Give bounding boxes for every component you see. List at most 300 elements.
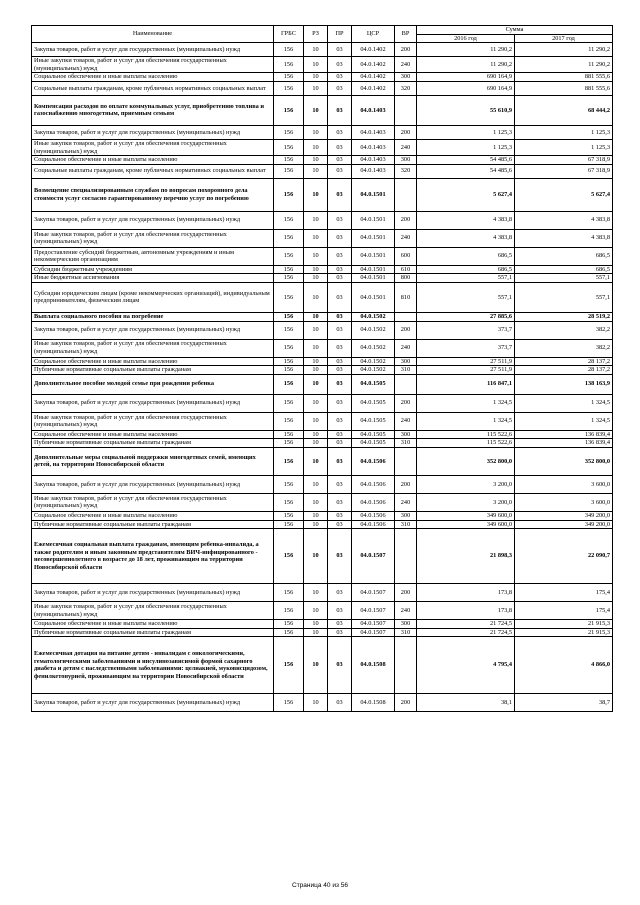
row-2016: 173,8 [417,584,515,602]
row-2016: 1 324,5 [417,412,515,430]
row-rz: 10 [304,374,328,394]
row-2016: 557,1 [417,282,515,312]
row-vr: 300 [395,511,417,520]
row-csr: 04.0.1501 [352,247,395,265]
row-name: Социальные выплаты гражданам, кроме публичных нормативных социальных выплат [32,164,274,178]
row-rz: 10 [304,520,328,529]
row-rz: 10 [304,229,328,247]
header-sum: Сумма [417,26,613,35]
row-name: Публичные нормативные социальные выплаты гражданам [32,439,274,448]
row-vr: 240 [395,412,417,430]
row-2016: 349 600,0 [417,511,515,520]
table-row [32,339,613,357]
row-rz: 10 [304,447,328,475]
table-row [32,282,613,312]
row-2017: 557,1 [515,282,613,312]
row-2016: 3 200,0 [417,493,515,511]
row-2017: 38,7 [515,694,613,712]
row-rz: 10 [304,493,328,511]
row-rz: 10 [304,57,328,73]
row-rz: 10 [304,511,328,520]
table-row [32,493,613,511]
row-csr: 04.0.1403 [352,95,395,125]
row-pr: 03 [328,366,352,375]
row-csr: 04.0.1402 [352,57,395,73]
row-csr: 04.0.1505 [352,439,395,448]
row-pr: 03 [328,73,352,82]
row-name: Иные бюджетные ассигнования [32,274,274,283]
row-vr: 240 [395,493,417,511]
row-2016: 54 485,6 [417,164,515,178]
row-csr: 04.0.1507 [352,584,395,602]
row-2017: 175,4 [515,602,613,620]
row-rz: 10 [304,602,328,620]
row-pr: 03 [328,312,352,321]
row-2017: 5 627,4 [515,178,613,211]
row-vr: 310 [395,520,417,529]
row-csr: 04.0.1502 [352,339,395,357]
row-rz: 10 [304,412,328,430]
row-csr: 04.0.1505 [352,412,395,430]
row-grbs: 156 [274,628,304,637]
row-vr: 810 [395,282,417,312]
row-vr: 300 [395,357,417,366]
row-vr: 300 [395,156,417,165]
row-name: Социальное обеспечение и иные выплаты населению [32,73,274,82]
row-2016: 690 164,9 [417,73,515,82]
row-pr: 03 [328,321,352,339]
row-name: Компенсация расходов по оплате коммунальных услуг, приобретению топлива и газоснабжению многодетным, приемным семьям [32,95,274,125]
row-rz: 10 [304,430,328,439]
row-name: Социальное обеспечение и иные выплаты населению [32,156,274,165]
row-2016: 116 847,1 [417,374,515,394]
row-rz: 10 [304,282,328,312]
row-vr: 310 [395,628,417,637]
row-grbs: 156 [274,374,304,394]
table-row [32,511,613,520]
row-2017: 352 800,0 [515,447,613,475]
row-vr: 200 [395,211,417,229]
row-name: Иные закупки товаров, работ и услуг для обеспечения государственных (муниципальных) нужд [32,493,274,511]
row-rz: 10 [304,265,328,274]
row-grbs: 156 [274,439,304,448]
row-csr: 04.0.1502 [352,321,395,339]
row-pr: 03 [328,139,352,155]
table-row [32,529,613,584]
row-rz: 10 [304,211,328,229]
row-2017: 4 383,8 [515,229,613,247]
table-row [32,628,613,637]
row-pr: 03 [328,282,352,312]
row-grbs: 156 [274,312,304,321]
row-grbs: 156 [274,73,304,82]
row-2017: 4 383,8 [515,211,613,229]
row-pr: 03 [328,178,352,211]
table-row [32,139,613,155]
row-2017: 4 866,0 [515,637,613,694]
row-pr: 03 [328,412,352,430]
row-2016: 173,8 [417,602,515,620]
table-row [32,357,613,366]
table-row [32,374,613,394]
row-name: Дополнительное пособие молодой семье при рождении ребенка [32,374,274,394]
row-pr: 03 [328,265,352,274]
row-name: Публичные нормативные социальные выплаты гражданам [32,520,274,529]
row-grbs: 156 [274,321,304,339]
table-row [32,95,613,125]
row-grbs: 156 [274,584,304,602]
row-pr: 03 [328,57,352,73]
header-name: Наименование [32,26,274,43]
row-2017: 382,2 [515,321,613,339]
row-csr: 04.0.1402 [352,73,395,82]
row-csr: 04.0.1508 [352,694,395,712]
row-name: Ежемесячная социальная выплата гражданам, имеющим ребенка-инвалида, а также родителям и иным законным представителям ВИЧ-инфицированного - несовершеннолетнего в возрасте до 18 лет, проживающим на территории Новосибирской области [32,529,274,584]
row-2016: 1 125,3 [417,125,515,139]
row-vr [395,95,417,125]
row-vr: 600 [395,247,417,265]
row-2016: 686,5 [417,247,515,265]
header-2016: 2016 год [417,34,515,43]
row-pr: 03 [328,229,352,247]
table-row [32,274,613,283]
row-name: Иные закупки товаров, работ и услуг для обеспечения государственных (муниципальных) нужд [32,229,274,247]
budget-table [31,25,613,712]
row-rz: 10 [304,125,328,139]
row-csr: 04.0.1501 [352,211,395,229]
row-pr: 03 [328,439,352,448]
row-vr: 200 [395,475,417,493]
row-grbs: 156 [274,637,304,694]
row-2017: 28 137,2 [515,366,613,375]
row-2016: 11 290,2 [417,57,515,73]
row-csr: 04.0.1501 [352,229,395,247]
row-pr: 03 [328,628,352,637]
row-pr: 03 [328,637,352,694]
row-name: Иные закупки товаров, работ и услуг для обеспечения государственных (муниципальных) нужд [32,339,274,357]
row-csr: 04.0.1501 [352,178,395,211]
row-grbs: 156 [274,394,304,412]
row-2016: 3 200,0 [417,475,515,493]
row-name: Субсидии бюджетным учреждениям [32,265,274,274]
row-csr: 04.0.1505 [352,394,395,412]
row-pr: 03 [328,475,352,493]
row-vr: 200 [395,43,417,57]
row-grbs: 156 [274,282,304,312]
table-row [32,265,613,274]
row-grbs: 156 [274,95,304,125]
row-2016: 4 383,8 [417,229,515,247]
row-grbs: 156 [274,602,304,620]
row-csr: 04.0.1501 [352,265,395,274]
table-row [32,81,613,95]
row-rz: 10 [304,628,328,637]
row-grbs: 156 [274,164,304,178]
row-vr [395,374,417,394]
row-rz: 10 [304,139,328,155]
row-grbs: 156 [274,81,304,95]
row-2016: 1 125,3 [417,139,515,155]
row-csr: 04.0.1508 [352,637,395,694]
row-name: Закупка товаров, работ и услуг для государственных (муниципальных) нужд [32,584,274,602]
row-name: Социальное обеспечение и иные выплаты населению [32,511,274,520]
table-body [32,43,613,712]
row-2016: 690 164,9 [417,81,515,95]
row-2016: 21 724,5 [417,620,515,629]
row-name: Публичные нормативные социальные выплаты гражданам [32,628,274,637]
row-2017: 68 444,2 [515,95,613,125]
row-rz: 10 [304,637,328,694]
table-row [32,211,613,229]
row-vr: 200 [395,321,417,339]
row-vr: 240 [395,339,417,357]
row-csr: 04.0.1502 [352,312,395,321]
table-row [32,475,613,493]
row-grbs: 156 [274,447,304,475]
row-rz: 10 [304,339,328,357]
table-row [32,156,613,165]
table-row [32,430,613,439]
row-csr: 04.0.1502 [352,357,395,366]
row-name: Закупка товаров, работ и услуг для государственных (муниципальных) нужд [32,394,274,412]
row-rz: 10 [304,357,328,366]
row-2017: 686,5 [515,247,613,265]
row-rz: 10 [304,620,328,629]
row-csr: 04.0.1403 [352,164,395,178]
row-vr [395,447,417,475]
row-pr: 03 [328,493,352,511]
row-vr [395,637,417,694]
table-row [32,637,613,694]
row-vr: 310 [395,439,417,448]
row-2017: 22 090,7 [515,529,613,584]
row-vr [395,529,417,584]
row-csr: 04.0.1403 [352,125,395,139]
table-row [32,247,613,265]
row-rz: 10 [304,366,328,375]
row-vr: 200 [395,394,417,412]
row-grbs: 156 [274,520,304,529]
row-pr: 03 [328,43,352,57]
row-2017: 138 163,9 [515,374,613,394]
table-row [32,602,613,620]
row-pr: 03 [328,156,352,165]
row-2017: 349 200,0 [515,511,613,520]
table-row [32,73,613,82]
table-row [32,412,613,430]
row-2017: 1 324,5 [515,394,613,412]
row-vr: 200 [395,694,417,712]
row-name: Ежемесячная дотация на питание детям - инвалидам с онкологическими, гематологическими заболеваниями и инсулинозависимой формой сахарного диабета и детям с наследственными заболеваниями: целиакией, муковисцидозом, фенилкетонурией, проживающим на территории Новосибирской области [32,637,274,694]
row-name: Публичные нормативные социальные выплаты гражданам [32,366,274,375]
header-vr: ВР [395,26,417,43]
row-name: Социальное обеспечение и иные выплаты населению [32,430,274,439]
row-2016: 115 522,6 [417,430,515,439]
row-pr: 03 [328,430,352,439]
row-2016: 21 724,5 [417,628,515,637]
row-pr: 03 [328,95,352,125]
row-pr: 03 [328,247,352,265]
row-2017: 1 125,3 [515,139,613,155]
row-csr: 04.0.1507 [352,620,395,629]
row-2017: 28 519,2 [515,312,613,321]
row-rz: 10 [304,164,328,178]
row-vr [395,178,417,211]
row-grbs: 156 [274,357,304,366]
row-csr: 04.0.1501 [352,282,395,312]
row-grbs: 156 [274,139,304,155]
row-2017: 11 290,2 [515,43,613,57]
row-name: Выплата социального пособия на погребение [32,312,274,321]
row-vr: 240 [395,139,417,155]
row-2017: 557,1 [515,274,613,283]
row-name: Субсидии юридическим лицам (кроме некоммерческих организаций), индивидуальным предпринимателям, физическим лицам [32,282,274,312]
table-row [32,178,613,211]
row-pr: 03 [328,447,352,475]
table-row [32,57,613,73]
row-rz: 10 [304,312,328,321]
row-csr: 04.0.1506 [352,520,395,529]
row-vr: 610 [395,265,417,274]
row-2017: 67 318,9 [515,164,613,178]
row-name: Иные закупки товаров, работ и услуг для обеспечения государственных (муниципальных) нужд [32,57,274,73]
row-2017: 3 600,0 [515,493,613,511]
row-grbs: 156 [274,274,304,283]
row-pr: 03 [328,394,352,412]
row-2016: 11 290,2 [417,43,515,57]
row-name: Социальное обеспечение и иные выплаты населению [32,620,274,629]
row-pr: 03 [328,357,352,366]
row-pr: 03 [328,694,352,712]
row-grbs: 156 [274,229,304,247]
row-csr: 04.0.1507 [352,628,395,637]
row-2016: 5 627,4 [417,178,515,211]
row-2017: 11 290,2 [515,57,613,73]
row-rz: 10 [304,247,328,265]
row-name: Закупка товаров, работ и услуг для государственных (муниципальных) нужд [32,694,274,712]
row-csr: 04.0.1403 [352,156,395,165]
row-csr: 04.0.1501 [352,274,395,283]
row-2017: 136 839,4 [515,439,613,448]
row-name: Социальное обеспечение и иные выплаты населению [32,357,274,366]
row-name: Возмещение специализированным службам по вопросам похоронного дела стоимости услуг согласно гарантированному перечню услуг по погребению [32,178,274,211]
row-2016: 686,5 [417,265,515,274]
row-name: Закупка товаров, работ и услуг для государственных (муниципальных) нужд [32,211,274,229]
row-2016: 4 383,8 [417,211,515,229]
row-2016: 115 522,6 [417,439,515,448]
row-2017: 67 318,9 [515,156,613,165]
row-pr: 03 [328,125,352,139]
row-name: Закупка товаров, работ и услуг для государственных (муниципальных) нужд [32,321,274,339]
row-name: Закупка товаров, работ и услуг для государственных (муниципальных) нужд [32,125,274,139]
row-2017: 686,5 [515,265,613,274]
row-grbs: 156 [274,475,304,493]
row-2017: 3 600,0 [515,475,613,493]
row-name: Закупка товаров, работ и услуг для государственных (муниципальных) нужд [32,43,274,57]
row-vr: 310 [395,366,417,375]
row-2017: 1 324,5 [515,412,613,430]
row-2017: 881 555,6 [515,73,613,82]
row-2016: 373,7 [417,321,515,339]
table-row [32,366,613,375]
row-csr: 04.0.1505 [352,430,395,439]
table-row [32,312,613,321]
row-rz: 10 [304,178,328,211]
row-pr: 03 [328,620,352,629]
table-row [32,164,613,178]
row-csr: 04.0.1507 [352,602,395,620]
row-pr: 03 [328,81,352,95]
row-rz: 10 [304,156,328,165]
table-row [32,43,613,57]
row-2017: 881 555,6 [515,81,613,95]
row-2017: 175,4 [515,584,613,602]
row-rz: 10 [304,73,328,82]
row-grbs: 156 [274,247,304,265]
row-vr: 240 [395,602,417,620]
row-2016: 55 610,9 [417,95,515,125]
row-pr: 03 [328,584,352,602]
row-2017: 382,2 [515,339,613,357]
row-rz: 10 [304,321,328,339]
table-row [32,439,613,448]
row-vr: 240 [395,229,417,247]
row-csr: 04.0.1506 [352,475,395,493]
row-grbs: 156 [274,511,304,520]
row-grbs: 156 [274,620,304,629]
row-pr: 03 [328,374,352,394]
row-name: Иные закупки товаров, работ и услуг для обеспечения государственных (муниципальных) нужд [32,139,274,155]
row-pr: 03 [328,164,352,178]
row-vr: 200 [395,584,417,602]
header-grbs: ГРБС [274,26,304,43]
row-vr: 320 [395,164,417,178]
row-grbs: 156 [274,265,304,274]
row-2017: 349 200,0 [515,520,613,529]
row-2016: 349 600,0 [417,520,515,529]
row-rz: 10 [304,694,328,712]
row-csr: 04.0.1402 [352,43,395,57]
table-row [32,125,613,139]
row-2017: 136 839,4 [515,430,613,439]
row-2016: 1 324,5 [417,394,515,412]
row-csr: 04.0.1502 [352,366,395,375]
row-grbs: 156 [274,529,304,584]
row-2016: 4 795,4 [417,637,515,694]
row-grbs: 156 [274,57,304,73]
row-grbs: 156 [274,178,304,211]
row-rz: 10 [304,43,328,57]
table-row [32,520,613,529]
row-rz: 10 [304,475,328,493]
row-rz: 10 [304,529,328,584]
header-pr: ПР [328,26,352,43]
row-rz: 10 [304,394,328,412]
row-pr: 03 [328,529,352,584]
table-row [32,620,613,629]
row-grbs: 156 [274,125,304,139]
row-2016: 27 885,6 [417,312,515,321]
row-pr: 03 [328,602,352,620]
row-2016: 557,1 [417,274,515,283]
row-rz: 10 [304,584,328,602]
row-2016: 373,7 [417,339,515,357]
row-grbs: 156 [274,211,304,229]
row-vr: 320 [395,81,417,95]
row-grbs: 156 [274,43,304,57]
table-row [32,447,613,475]
table-row [32,229,613,247]
